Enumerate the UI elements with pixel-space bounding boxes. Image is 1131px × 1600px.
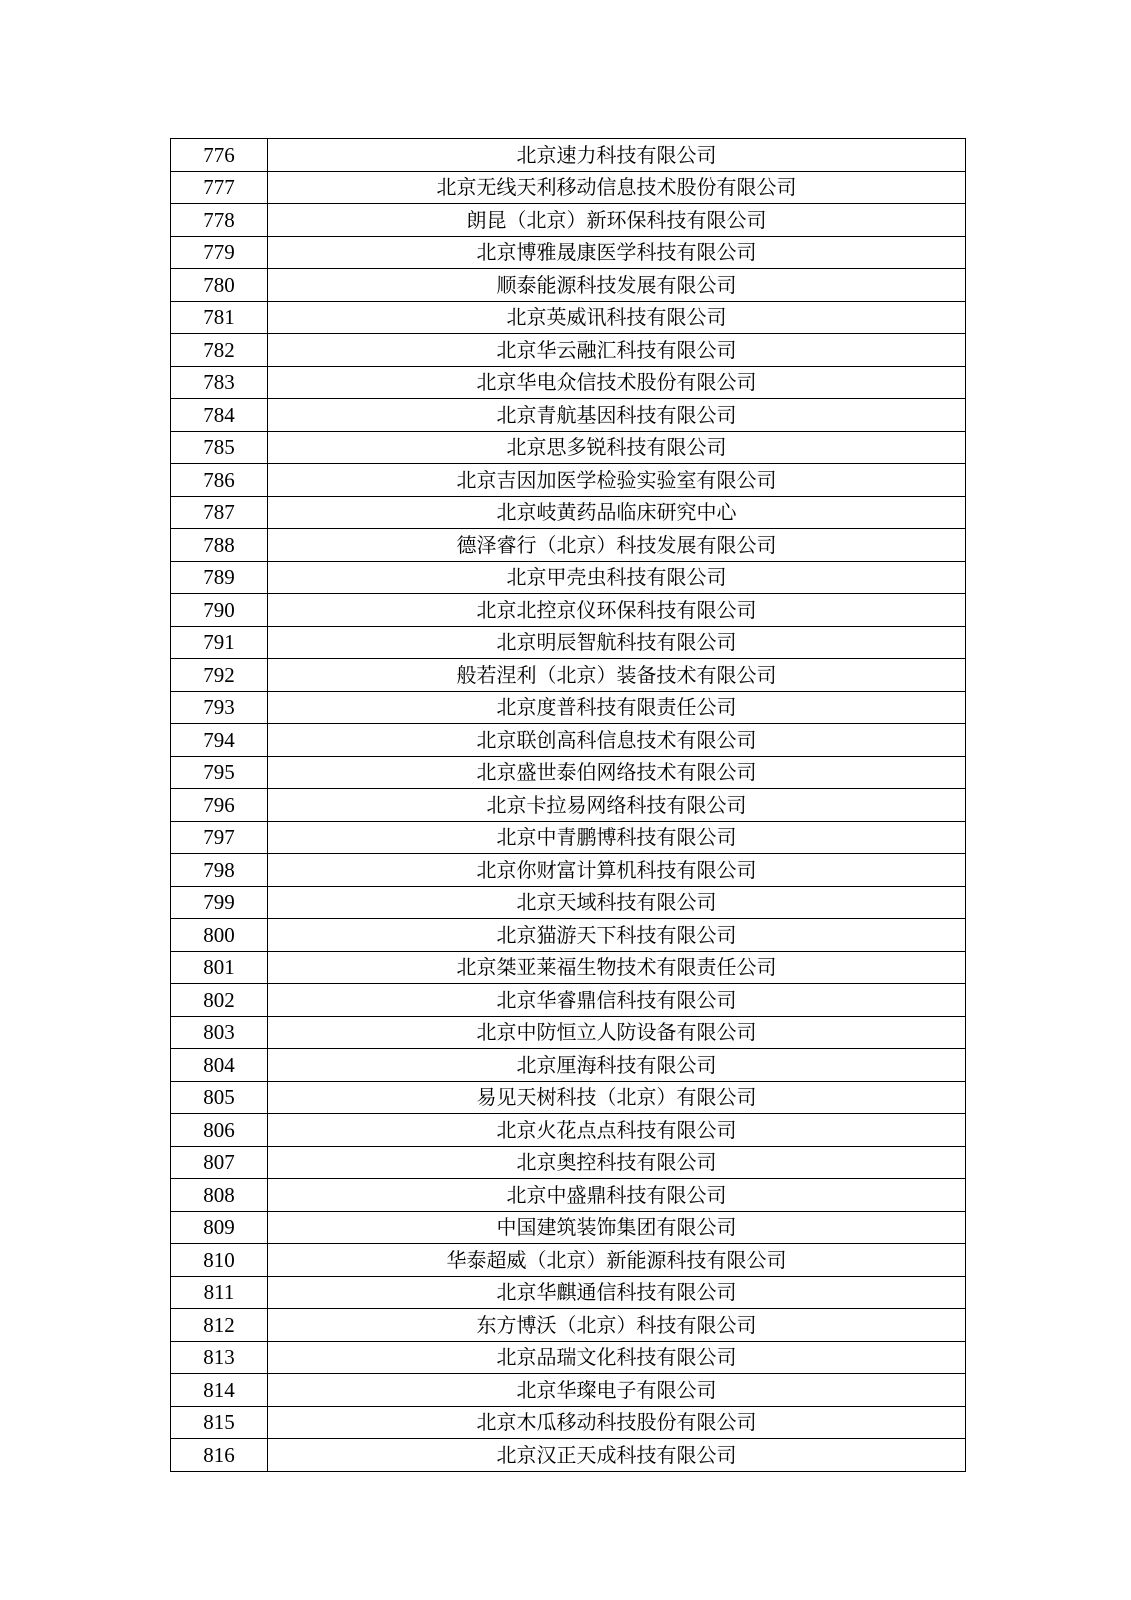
table-row <box>171 334 966 367</box>
company-name: 北京奥控科技有限公司 <box>268 1146 966 1179</box>
company-name: 北京思多锐科技有限公司 <box>268 431 966 464</box>
row-number: 782 <box>171 334 268 367</box>
table-row <box>171 984 966 1017</box>
row-number: 779 <box>171 236 268 269</box>
row-number: 811 <box>171 1276 268 1309</box>
company-name: 北京华睿鼎信科技有限公司 <box>268 984 966 1017</box>
row-number: 776 <box>171 139 268 172</box>
row-number: 797 <box>171 821 268 854</box>
table-row <box>171 789 966 822</box>
table-row <box>171 399 966 432</box>
row-number: 790 <box>171 594 268 627</box>
table-row <box>171 301 966 334</box>
table-row <box>171 204 966 237</box>
row-number: 815 <box>171 1406 268 1439</box>
table-row <box>171 1179 966 1212</box>
row-number: 814 <box>171 1374 268 1407</box>
row-number: 796 <box>171 789 268 822</box>
row-number: 800 <box>171 919 268 952</box>
table-row <box>171 1049 966 1082</box>
table-row <box>171 659 966 692</box>
row-number: 792 <box>171 659 268 692</box>
row-number: 788 <box>171 529 268 562</box>
company-name: 顺泰能源科技发展有限公司 <box>268 269 966 302</box>
company-name: 北京中青鹏博科技有限公司 <box>268 821 966 854</box>
company-name: 华泰超威（北京）新能源科技有限公司 <box>268 1244 966 1277</box>
company-name: 北京博雅晟康医学科技有限公司 <box>268 236 966 269</box>
table-row <box>171 1341 966 1374</box>
company-name: 北京度普科技有限责任公司 <box>268 691 966 724</box>
company-name: 北京吉因加医学检验实验室有限公司 <box>268 464 966 497</box>
row-number: 801 <box>171 951 268 984</box>
row-number: 807 <box>171 1146 268 1179</box>
table-row <box>171 756 966 789</box>
table-row <box>171 431 966 464</box>
company-name: 朗昆（北京）新环保科技有限公司 <box>268 204 966 237</box>
row-number: 784 <box>171 399 268 432</box>
table-row <box>171 269 966 302</box>
row-number: 812 <box>171 1309 268 1342</box>
table-row <box>171 1081 966 1114</box>
row-number: 805 <box>171 1081 268 1114</box>
company-name: 北京中盛鼎科技有限公司 <box>268 1179 966 1212</box>
row-number: 785 <box>171 431 268 464</box>
company-name: 北京联创高科信息技术有限公司 <box>268 724 966 757</box>
row-number: 802 <box>171 984 268 1017</box>
row-number: 806 <box>171 1114 268 1147</box>
company-name: 北京华云融汇科技有限公司 <box>268 334 966 367</box>
table-row <box>171 1406 966 1439</box>
company-name: 北京速力科技有限公司 <box>268 139 966 172</box>
company-name: 东方博沃（北京）科技有限公司 <box>268 1309 966 1342</box>
row-number: 798 <box>171 854 268 887</box>
table-row <box>171 236 966 269</box>
company-list-body <box>171 139 966 1472</box>
company-name: 北京猫游天下科技有限公司 <box>268 919 966 952</box>
table-row <box>171 139 966 172</box>
company-name: 北京盛世泰伯网络技术有限公司 <box>268 756 966 789</box>
row-number: 783 <box>171 366 268 399</box>
row-number: 808 <box>171 1179 268 1212</box>
company-name: 北京甲壳虫科技有限公司 <box>268 561 966 594</box>
table-row <box>171 1146 966 1179</box>
row-number: 804 <box>171 1049 268 1082</box>
company-name: 般若涅利（北京）装备技术有限公司 <box>268 659 966 692</box>
table-row <box>171 464 966 497</box>
company-name: 北京木瓜移动科技股份有限公司 <box>268 1406 966 1439</box>
table-row <box>171 724 966 757</box>
row-number: 809 <box>171 1211 268 1244</box>
row-number: 791 <box>171 626 268 659</box>
table-row <box>171 366 966 399</box>
table-row <box>171 171 966 204</box>
company-name: 北京中防恒立人防设备有限公司 <box>268 1016 966 1049</box>
company-name: 北京岐黄药品临床研究中心 <box>268 496 966 529</box>
row-number: 795 <box>171 756 268 789</box>
table-row <box>171 626 966 659</box>
company-name: 北京卡拉易网络科技有限公司 <box>268 789 966 822</box>
company-name: 易见天树科技（北京）有限公司 <box>268 1081 966 1114</box>
row-number: 810 <box>171 1244 268 1277</box>
company-list-table <box>170 138 966 1472</box>
row-number: 777 <box>171 171 268 204</box>
row-number: 793 <box>171 691 268 724</box>
table-row <box>171 1374 966 1407</box>
company-name: 北京厘海科技有限公司 <box>268 1049 966 1082</box>
table-row <box>171 919 966 952</box>
company-name: 北京华电众信技术股份有限公司 <box>268 366 966 399</box>
company-name: 德泽睿行（北京）科技发展有限公司 <box>268 529 966 562</box>
table-row <box>171 821 966 854</box>
table-row <box>171 1016 966 1049</box>
row-number: 787 <box>171 496 268 529</box>
row-number: 794 <box>171 724 268 757</box>
table-row <box>171 854 966 887</box>
company-name: 中国建筑装饰集团有限公司 <box>268 1211 966 1244</box>
table-row <box>171 1276 966 1309</box>
table-row <box>171 1309 966 1342</box>
table-row <box>171 886 966 919</box>
company-name: 北京青航基因科技有限公司 <box>268 399 966 432</box>
company-name: 北京火花点点科技有限公司 <box>268 1114 966 1147</box>
table-row <box>171 1244 966 1277</box>
row-number: 799 <box>171 886 268 919</box>
row-number: 813 <box>171 1341 268 1374</box>
company-name: 北京华璨电子有限公司 <box>268 1374 966 1407</box>
row-number: 803 <box>171 1016 268 1049</box>
company-name: 北京天域科技有限公司 <box>268 886 966 919</box>
table-row <box>171 594 966 627</box>
company-name: 北京桀亚莱福生物技术有限责任公司 <box>268 951 966 984</box>
table-row <box>171 1114 966 1147</box>
company-name: 北京汉正天成科技有限公司 <box>268 1439 966 1472</box>
row-number: 789 <box>171 561 268 594</box>
company-name: 北京北控京仪环保科技有限公司 <box>268 594 966 627</box>
table-row <box>171 496 966 529</box>
company-name: 北京品瑞文化科技有限公司 <box>268 1341 966 1374</box>
table-row <box>171 691 966 724</box>
table-row <box>171 529 966 562</box>
table-row <box>171 1439 966 1472</box>
table-row <box>171 1211 966 1244</box>
row-number: 781 <box>171 301 268 334</box>
row-number: 778 <box>171 204 268 237</box>
company-name: 北京你财富计算机科技有限公司 <box>268 854 966 887</box>
company-name: 北京华麒通信科技有限公司 <box>268 1276 966 1309</box>
company-name: 北京无线天利移动信息技术股份有限公司 <box>268 171 966 204</box>
table-row <box>171 951 966 984</box>
row-number: 780 <box>171 269 268 302</box>
company-name: 北京英威讯科技有限公司 <box>268 301 966 334</box>
company-name: 北京明辰智航科技有限公司 <box>268 626 966 659</box>
row-number: 786 <box>171 464 268 497</box>
row-number: 816 <box>171 1439 268 1472</box>
table-row <box>171 561 966 594</box>
